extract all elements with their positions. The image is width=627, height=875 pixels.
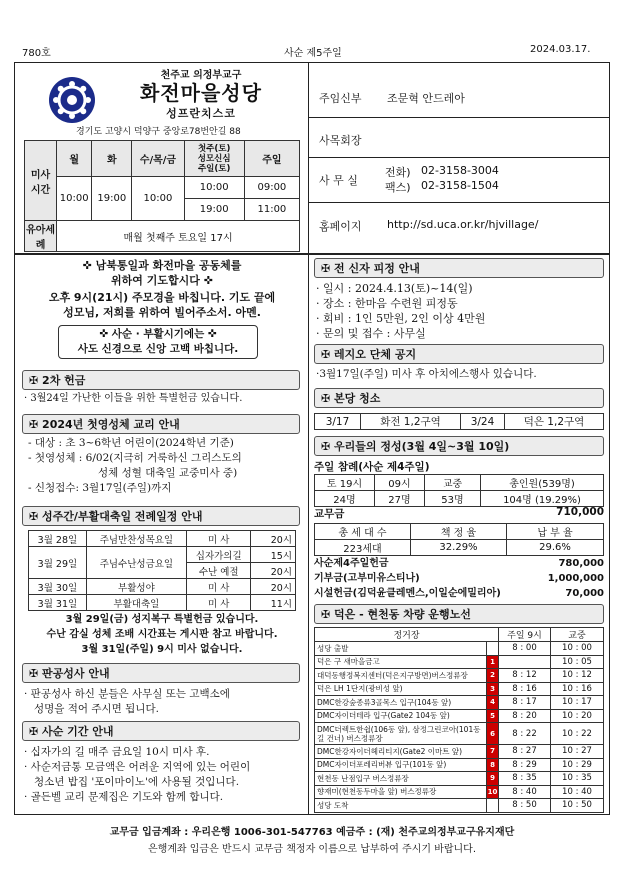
footer-account: 교무금 입금계좌 : 우리은행 1006-301-547763 예금주 : (재) 천주교의정부교구유지재단 [109, 827, 515, 838]
shuttle-row [315, 758, 604, 772]
attendance-value: 104명 (19.29%) [481, 491, 604, 507]
shuttle-time-main: 10 : 17 [551, 696, 604, 710]
offering-value: 1,000,000 [547, 573, 604, 584]
communion-line: - 신청접수: 3월17일(주일)까지 [28, 482, 172, 494]
phone-value: 02-3158-3004 [421, 164, 499, 177]
section-title: ✠ 우리들의 정성(3월 4일~3월 10일) [314, 436, 604, 456]
prayer-line: ✜ 남북통일과 화전마을 공동체를 [82, 259, 242, 272]
second-collection-text: · 3월24일 가난한 이들을 위한 특별헌금 있습니다. [24, 393, 243, 404]
shuttle-stop: DMC한강숲종류3골목스 입구(104동 앞) [315, 696, 487, 710]
day-header: 주일 [244, 141, 299, 177]
cleaning-area: 화전 1,2구역 [361, 414, 461, 430]
shuttle-stop: 향재미(현천동두마을 앞) 버스정류장 [315, 785, 487, 799]
column-divider [308, 253, 309, 815]
shuttle-stop: 덕은 LH 1단지(광비성 앞) [315, 682, 487, 696]
shuttle-time-main: 10 : 50 [551, 799, 604, 813]
shuttle-stop-number: 10 [487, 785, 499, 799]
shuttle-row [315, 682, 604, 696]
prayer-line: 위하여 기도합시다 ✜ [111, 274, 213, 287]
cleaning-table [314, 413, 604, 430]
section-title: ✠ 덕은 - 현천동 차량 운행노선 [314, 604, 604, 624]
divider [309, 157, 610, 158]
shuttle-header: 주일 9시 [499, 628, 551, 642]
judgment-line: 성명을 적어 주시면 됩니다. [34, 703, 159, 715]
shuttle-stop: 성당 출발 [315, 642, 487, 656]
shuttle-table [314, 627, 604, 813]
time-cell: 10:00 [57, 177, 92, 221]
hw-time: 20시 [251, 563, 296, 579]
shuttle-time-main: 10 : 40 [551, 785, 604, 799]
phone-label: 전화) [385, 166, 411, 179]
judgment-line: · 판공성사 하신 분들은 사무실 또는 고백소에 [24, 688, 230, 700]
shuttle-stop-number: 2 [487, 669, 499, 683]
attendance-title: 주일 참례(사순 제4주일) [314, 461, 430, 473]
hw-date: 3월 31일 [29, 595, 87, 611]
hw-type: 십자가의길 [186, 547, 251, 563]
dues-header: 총 세 대 수 [315, 524, 411, 540]
shuttle-time-9: 8 : 17 [499, 696, 551, 710]
hw-time: 11시 [251, 595, 296, 611]
homepage-link[interactable]: http://sd.uca.or.kr/hjvillage/ [387, 218, 539, 231]
shuttle-stop: 현천동 난점입구 버스정류장 [315, 772, 487, 786]
cleaning-area: 덕은 1,2구역 [505, 414, 604, 430]
shuttle-row [315, 745, 604, 759]
hw-type: 수난 예절 [186, 563, 251, 579]
time-cell: 10:00 [184, 177, 244, 199]
creed-line: ✜ 사순 · 부활시기에는 ✜ [99, 328, 217, 340]
attendance-header: 교중 [425, 475, 481, 491]
patron: 성프란치스코 [166, 107, 236, 120]
hw-event: 부활대축일 [86, 595, 186, 611]
shuttle-stop-number [487, 799, 499, 813]
mass-label: 미사 시간 [25, 141, 57, 221]
shuttle-time-9: 8 : 29 [499, 758, 551, 772]
shuttle-time-9: 8 : 16 [499, 682, 551, 696]
communion-line: - 첫영성체 : 6/02(지극히 거룩하신 그리스도의 [28, 452, 242, 464]
hw-type: 미 사 [186, 579, 251, 595]
communion-line: - 대상 : 초 3~6학년 어린이(2024학년 기준) [28, 437, 234, 449]
pastor-label: 주임신부 [319, 92, 362, 105]
shuttle-stop: 대덕동행정복지센터(덕은지구방면)버스정류장 [315, 669, 487, 683]
shuttle-row [315, 669, 604, 683]
retreat-line: · 일시 : 2024.4.13(토)~14(일) [316, 282, 473, 295]
shuttle-row [315, 709, 604, 723]
lent-line: · 골든벨 교리 문제집은 기도와 함께 합니다. [24, 791, 224, 803]
hw-time: 20시 [251, 579, 296, 595]
day-header: 수/목/금 [132, 141, 184, 177]
shuttle-time-main: 10 : 05 [551, 655, 604, 669]
hw-type: 미 사 [186, 595, 251, 611]
creed-notice-box [58, 325, 258, 359]
legio-text: ·3월17일(주일) 미사 후 아치에스행사 있습니다. [316, 368, 537, 380]
shuttle-time-9 [499, 655, 551, 669]
shuttle-time-9: 8 : 50 [499, 799, 551, 813]
creed-line: 사도 신경으로 신앙 고백 바칩니다. [77, 343, 239, 355]
shuttle-stop-number: 1 [487, 655, 499, 669]
shuttle-stop-number: 6 [487, 723, 499, 745]
cleaning-date: 3/24 [461, 414, 505, 430]
fax-label: 팩스) [385, 181, 411, 194]
shuttle-time-main: 10 : 16 [551, 682, 604, 696]
diocese: 천주교 의정부교구 [160, 70, 242, 81]
offering-value: 780,000 [558, 558, 604, 569]
shuttle-stop-number: 3 [487, 682, 499, 696]
holy-week-table [28, 530, 296, 611]
offering-value: 70,000 [565, 588, 604, 599]
hw-type: 미 사 [186, 531, 251, 547]
hw-date: 3월 28일 [29, 531, 87, 547]
divider [309, 202, 610, 203]
day-header: 월 [57, 141, 92, 177]
hw-note: 수난 감실 성체 조배 시간표는 게시판 참고 바랍니다. [46, 629, 278, 640]
divider [14, 253, 610, 255]
dues-header: 책 정 율 [411, 524, 507, 540]
shuttle-time-9: 8 : 20 [499, 709, 551, 723]
lent-line: 청소년 밥집 '포이마이노'에 사용될 것입니다. [34, 776, 240, 788]
shuttle-row [315, 655, 604, 669]
shuttle-stop: 덕은 구 새마을금고 [315, 655, 487, 669]
address: 경기도 고양시 덕양구 중앙로78번안길 88 [76, 127, 241, 137]
time-cell: 09:00 [244, 177, 299, 199]
retreat-line: · 문의 및 접수 : 사무실 [316, 327, 426, 340]
hw-note: 3월 29일(금) 성지복구 특별헌금 있습니다. [65, 614, 259, 625]
section-title: ✠ 2024년 첫영성체 교리 안내 [22, 414, 300, 434]
hw-event: 주님수난성금요일 [86, 547, 186, 579]
issue-number: 780호 [22, 48, 51, 59]
offering-label: 시설헌금(김덕윤클레멘스,이일순에밀리아) [314, 588, 501, 599]
section-title: ✠ 2차 헌금 [22, 370, 300, 390]
attendance-header: 09시 [375, 475, 425, 491]
lent-line: · 사순저금통 모금액은 어려운 지역에 있는 어린이 [24, 761, 251, 773]
time-cell: 19:00 [184, 199, 244, 221]
dues-header: 납 부 율 [507, 524, 604, 540]
shuttle-row [315, 723, 604, 745]
liturgical-week: 사순 제5주일 [284, 48, 342, 59]
pastor-value: 조문혁 안드레아 [387, 92, 465, 105]
shuttle-row [315, 772, 604, 786]
dues-value: 32.29% [411, 540, 507, 556]
offering-label: 기부금(고부미유스티나) [314, 573, 420, 584]
issue-date: 2024.03.17. [530, 44, 591, 55]
shuttle-row [315, 799, 604, 813]
section-title: ✠ 레지오 단체 공지 [314, 344, 604, 364]
communion-line: 성체 성혈 대축일 교중미사 중) [98, 467, 238, 479]
office-label: 사 무 실 [319, 174, 358, 187]
hw-time: 20시 [251, 531, 296, 547]
hw-time: 15시 [251, 547, 296, 563]
offering-label: 사순제4주일헌금 [314, 558, 389, 569]
collection-label: 교무금 [314, 508, 345, 520]
shuttle-time-9: 8 : 12 [499, 669, 551, 683]
collection-value: 710,000 [556, 506, 604, 518]
dues-value: 29.6% [507, 540, 604, 556]
shuttle-stop: 성당 도착 [315, 799, 487, 813]
shuttle-time-9: 8 : 40 [499, 785, 551, 799]
shuttle-stop-number: 5 [487, 709, 499, 723]
attendance-header: 총인원(539명) [481, 475, 604, 491]
time-cell: 19:00 [92, 177, 132, 221]
section-title: ✠ 본당 청소 [314, 388, 604, 408]
shuttle-time-9: 8 : 00 [499, 642, 551, 656]
hw-event: 주님만찬성목요일 [86, 531, 186, 547]
hw-event: 부활성야 [86, 579, 186, 595]
hw-date: 3월 29일 [29, 547, 87, 579]
shuttle-time-9: 8 : 27 [499, 745, 551, 759]
shuttle-stop-number [487, 642, 499, 656]
mass-schedule-table [24, 140, 300, 252]
shuttle-time-main: 10 : 22 [551, 723, 604, 745]
hw-date: 3월 30일 [29, 579, 87, 595]
day-header: 첫주(토) 성모신심 주일(토) [184, 141, 244, 177]
hw-note: 3월 31일(주일) 9시 미사 없습니다. [81, 644, 243, 655]
baptism-value: 매월 첫째주 토요일 17시 [57, 221, 300, 252]
prayer-line: 오후 9시(21시) 주모경을 바칩니다. 기도 끝에 [48, 291, 276, 304]
shuttle-time-main: 10 : 20 [551, 709, 604, 723]
shuttle-time-main: 10 : 29 [551, 758, 604, 772]
shuttle-row [315, 785, 604, 799]
lent-line: · 십자가의 길 매주 금요일 10시 미사 후. [24, 746, 210, 758]
fax-value: 02-3158-1504 [421, 179, 499, 192]
day-header: 화 [92, 141, 132, 177]
council-label: 사목회장 [319, 134, 362, 147]
section-title: ✠ 판공성사 안내 [22, 663, 300, 683]
attendance-table [314, 474, 604, 507]
divider [309, 117, 610, 118]
baptism-label: 유아세례 [25, 221, 57, 252]
attendance-value: 53명 [425, 491, 481, 507]
footer-note: 은행계좌 입금은 반드시 교무금 책정자 이름으로 납부하여 주시기 바랍니다. [147, 844, 477, 855]
shuttle-time-main: 10 : 12 [551, 669, 604, 683]
shuttle-stop-number: 7 [487, 745, 499, 759]
shuttle-stop: DMC자이더포레리버뷰 입구(101동 앞) [315, 758, 487, 772]
shuttle-time-main: 10 : 27 [551, 745, 604, 759]
shuttle-stop: DMC더렉트한쉽(106동 앞), 삼정그린코아(101동 길 건너) 버스정류장 [315, 723, 487, 745]
time-cell: 10:00 [132, 177, 184, 221]
shuttle-stop: DMC한강자이더헤리티지(Gate2 이마트 앞) [315, 745, 487, 759]
attendance-header: 토 19시 [315, 475, 375, 491]
shuttle-time-main: 10 : 35 [551, 772, 604, 786]
church-name: 화전마을성당 [140, 81, 262, 105]
shuttle-header: 정거장 [315, 628, 499, 642]
shuttle-stop: DMC자이더테라 입구(Gate2 104동 앞) [315, 709, 487, 723]
shuttle-stop-number: 9 [487, 772, 499, 786]
shuttle-row [315, 696, 604, 710]
homepage-label: 홈페이지 [319, 220, 362, 233]
shuttle-stop-number: 8 [487, 758, 499, 772]
section-title: ✠ 전 신자 피정 안내 [314, 258, 604, 278]
shuttle-time-main: 10 : 00 [551, 642, 604, 656]
shuttle-row [315, 642, 604, 656]
attendance-value: 27명 [375, 491, 425, 507]
dues-table [314, 523, 604, 556]
shuttle-time-9: 8 : 22 [499, 723, 551, 745]
shuttle-header: 교중 [551, 628, 604, 642]
prayer-line: 성모님, 저희를 위하여 빌어주소서. 아멘. [63, 306, 261, 319]
shuttle-time-9: 8 : 35 [499, 772, 551, 786]
shuttle-stop-number: 4 [487, 696, 499, 710]
retreat-line: · 장소 : 한마음 수련원 피정동 [316, 297, 458, 310]
dues-value: 223세대 [315, 540, 411, 556]
section-title: ✠ 성주간/부활대축일 전례일정 안내 [22, 506, 300, 526]
section-title: ✠ 사순 기간 안내 [22, 721, 300, 741]
church-logo-icon [48, 76, 96, 124]
attendance-value: 24명 [315, 491, 375, 507]
retreat-line: · 회비 : 1인 5만원, 2인 이상 4만원 [316, 312, 486, 325]
time-cell: 11:00 [244, 199, 299, 221]
cleaning-date: 3/17 [315, 414, 361, 430]
